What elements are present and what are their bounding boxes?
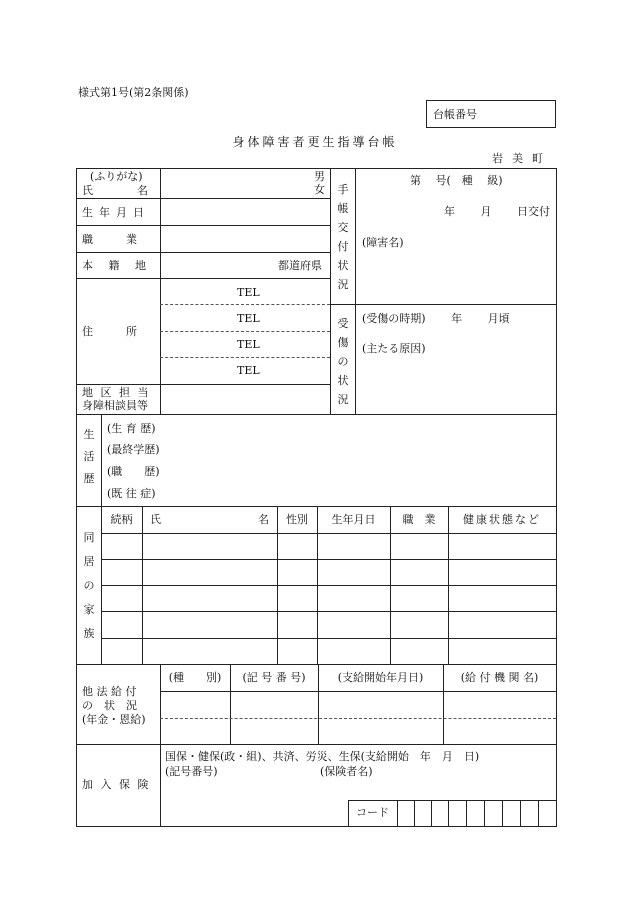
district-label-1: 地 区 担 当 bbox=[82, 386, 151, 399]
tel-label-4: TEL bbox=[237, 364, 260, 377]
family-header-dob: 生年月日 bbox=[331, 513, 376, 526]
injury-cause: (主たる原因) bbox=[362, 342, 426, 355]
furigana-label: (ふりがな) bbox=[90, 170, 143, 183]
insurance-insurer-label: (保険者名) bbox=[320, 765, 373, 778]
town-name: 岩美町 bbox=[492, 152, 552, 165]
insurance-symbol-label: (記号番号) bbox=[165, 765, 218, 778]
handbook-number: 第 号( 種 級) bbox=[410, 174, 503, 187]
insurance-label: 加 入 保 険 bbox=[82, 778, 151, 791]
prefecture-label: 都道府県 bbox=[278, 259, 322, 272]
insurance-types: 国保・健保(政・組)、共済、労災、生保(支給開始 年 月 日) bbox=[165, 750, 480, 763]
form-number: 様式第1号(第2条関係) bbox=[78, 86, 189, 99]
family-label: 同居の家族 bbox=[83, 531, 95, 640]
name-label: 氏 名 bbox=[82, 184, 148, 197]
ledger-number-label: 台帳番号 bbox=[433, 108, 477, 121]
ledger-number-box[interactable] bbox=[426, 100, 556, 128]
family-header-given: 名 bbox=[258, 513, 269, 526]
benefits-label-2: の 状 況 bbox=[82, 699, 137, 712]
domicile-label: 本 籍 地 bbox=[82, 259, 152, 272]
benefits-label-1: 他 法 給 付 bbox=[82, 685, 137, 698]
handbook-label: 手帳交付状況 bbox=[337, 183, 349, 291]
disability-name-label: (障害名) bbox=[362, 236, 404, 249]
benefits-header-number: (記 号 番 号) bbox=[242, 671, 306, 684]
family-header-surname: 氏 bbox=[150, 513, 161, 526]
dob-field[interactable] bbox=[161, 199, 330, 225]
history-label: 生活歴 bbox=[83, 428, 95, 485]
benefits-header-agency: (給 付 機 関 名) bbox=[460, 671, 539, 684]
history-medical: (既 往 症) bbox=[107, 487, 156, 500]
tel-label-3: TEL bbox=[237, 338, 260, 351]
gender-female[interactable]: 女 bbox=[314, 183, 325, 196]
benefits-header-type: (種 別) bbox=[168, 671, 222, 684]
district-label-2: 身障相談員等 bbox=[82, 399, 148, 412]
benefits-header-start: (支給開始年月日) bbox=[337, 671, 424, 684]
occupation-field[interactable] bbox=[161, 226, 330, 252]
name-field[interactable] bbox=[161, 169, 330, 198]
history-career: (職 歴) bbox=[107, 465, 160, 478]
history-upbringing: (生 育 歴) bbox=[107, 422, 156, 435]
tel-label-2: TEL bbox=[237, 312, 260, 325]
injury-time: (受傷の時期) 年 月頃 bbox=[362, 312, 510, 325]
handbook-issued: 年 月 日交付 bbox=[444, 205, 550, 218]
family-header-health: 健康状態など bbox=[463, 513, 541, 526]
address-label: 住 所 bbox=[82, 325, 137, 338]
family-header-relation: 続柄 bbox=[110, 513, 133, 526]
injury-label: 受傷の状況 bbox=[337, 317, 349, 406]
history-education: (最終学歴) bbox=[107, 443, 160, 456]
dob-label: 生年月日 bbox=[82, 206, 150, 219]
code-label: コード bbox=[356, 806, 389, 819]
family-header-occupation: 職 業 bbox=[402, 513, 436, 526]
gender-male[interactable]: 男 bbox=[314, 170, 325, 183]
family-header-gender: 性別 bbox=[286, 513, 308, 526]
occupation-label: 職 業 bbox=[82, 233, 137, 246]
benefits-label-3: (年金・恩給) bbox=[82, 713, 146, 726]
code-boxes[interactable] bbox=[397, 800, 556, 826]
page-title: 身体障害者更生指導台帳 bbox=[232, 135, 398, 149]
tel-label-1: TEL bbox=[237, 286, 260, 299]
